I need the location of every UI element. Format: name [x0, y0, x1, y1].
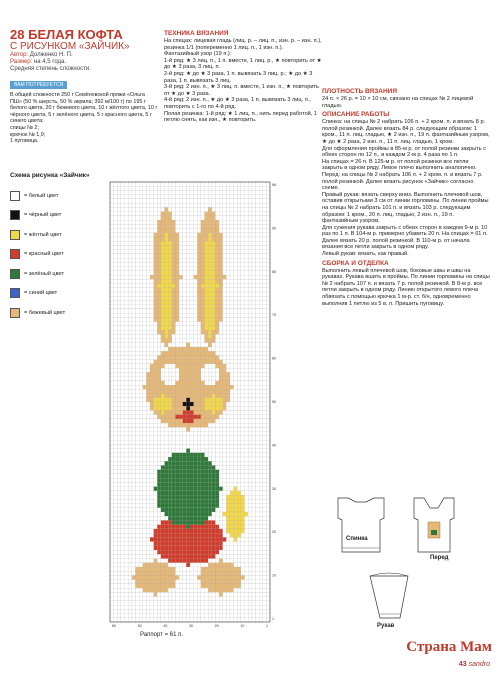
technique-p6: 4-й ряд: 2 изн. п., ★ до ★ 3 раза, 1 п. вывязать 3 лиц. п., повторить с 1-го по 4-й ряд.: [164, 97, 311, 110]
materials-button: 1 пуговица.: [10, 138, 39, 145]
description-p2: Для оформления проймы в 85-м р. от полой резинки закрыть с обеих сторон по 12 п., в каждом 2-м р. 4 раза по 1 п.: [322, 145, 486, 159]
technique-p1: На спицах: лицевая гладь (лиц. р. – лиц. п., изн. р. – изн. п.), резинка 1/1 (попеременно 1 лиц. п., 1 изн. п.).: [164, 38, 322, 51]
row-tick-label: 1: [272, 617, 274, 621]
needs-tag: ВАМ ПОТРЕБУЕТСЯ: [10, 81, 67, 89]
row-tick-label: 30: [272, 486, 276, 491]
description-heading: ОПИСАНИЕ РАБОТЫ: [322, 111, 390, 119]
article-title: [10, 28, 158, 41]
technique-p4: 2-й ряд: ★ до ★ 3 раза, 1 п. вывязать 3 лиц. р.; ★ до ★ 3 раза, 1 п. вывязать 3 лиц.: [164, 70, 313, 84]
description-p6: Для сужения рукава закрыть с обеих сторон в каждом 9-м р. 10 раз по 1 п. В 104-м р. примерно убавить 20 п. На спицах = 61 п. Далее вязать 20 р. полой резинкой. В 110-м р. от начала вязания все петли закрыть в одном ряду.: [322, 224, 488, 251]
description-p3: На спицах = 26 п. В 125-м р. от полой резинки все петли закрыть в одном ряду. Левое плечо выполнить аналогично.: [322, 158, 477, 172]
row-tick-label: 96: [272, 183, 276, 187]
article-subtitle: С РИСУНКОМ «ЗАЙЧИК»: [10, 41, 130, 52]
legend-label: = чёрный цвет: [24, 212, 62, 219]
assembly-text: Выполнить левый плечевой шов, боковые швы и швы на рукавах. Рукава вшить в проймы. По линии горловины на спицы № 2 набрать 107 п. и вязать 7 р. полой резинкой. В 8-м р. все петли закрыть в одном ряду. Линию открытого левого плеча обвязать с помощью крючка 1 м-р. ст. б/н, одновременно выполнив 1 петлю из 5 в. п. Пришить пуговицу.: [322, 267, 490, 307]
row-tick-label: 60: [272, 356, 276, 361]
description-p1: Спинка: на спицы № 2 набрать 106 п. + 2 кром. п. и вязать 8 р. полой резинкой. Далее вязать 84 р. следующим образом: 1 кром., 11 п. лиц. гладью, ★ 2 изн. п., 19 п. фантазийным узором, ★ до ★ 2 раза, 2 изн. п., 11 п. лиц. гладью, 1 кром.: [322, 119, 490, 145]
article-title-text: БЕЛАЯ КОФТА: [28, 27, 123, 42]
page-footer: [459, 661, 490, 668]
author-value: Долженко Н. П.: [29, 52, 73, 58]
pattern-diagrams: [330, 492, 490, 642]
row-tick-label: 40: [272, 443, 276, 448]
rapport-label: Раппорт = 61 п.: [140, 632, 184, 638]
difficulty: Средняя степень сложности.: [10, 66, 91, 72]
technique-p3: 1-й ряд: ★ 3 лиц. п., 1 п. вместе, 1 лиц. р., ★ повторить от ★ до ★ 3 раза, 3 лиц. п.: [164, 57, 322, 71]
description-column: [322, 28, 490, 307]
legend-item: [10, 186, 110, 206]
legend-swatch: [10, 308, 20, 318]
density-heading: ПЛОТНОСТЬ ВЯЗАНИЯ: [322, 88, 397, 95]
author-label: Автор:: [10, 52, 29, 58]
author-line: [10, 52, 158, 59]
legend-swatch: [10, 191, 20, 201]
legend-label: = зелёный цвет: [24, 270, 65, 277]
legend-item: [10, 245, 110, 265]
site-logo: Страна Мам: [406, 639, 492, 655]
technique-p2: Фантазийный узор (19 п.):: [164, 51, 232, 58]
knitting-chart: [104, 178, 289, 630]
legend-swatch: [10, 230, 20, 240]
legend-label: = белый цвет: [24, 192, 59, 199]
chart-cells: [110, 182, 270, 622]
legend-item: [10, 206, 110, 226]
sleeve-pattern: [370, 573, 408, 618]
row-tick-label: 50: [272, 400, 276, 404]
legend-label: = жёлтый цвет: [24, 231, 62, 238]
legend-label: = красный цвет: [24, 251, 64, 258]
size-line: [10, 59, 158, 66]
back-pattern: [338, 498, 384, 552]
col-tick-label: 20: [214, 624, 219, 628]
front-pattern: [414, 498, 454, 552]
col-tick-label: 40: [163, 624, 168, 628]
description-p7: Левый рукав: вязать, как правый.: [322, 251, 409, 258]
sleeve-label: Рукав: [377, 623, 395, 629]
brand: sandro: [468, 661, 490, 668]
legend-item: [10, 264, 110, 284]
row-tick-label: 70: [272, 313, 276, 318]
chart-title: Схема рисунка «Зайчик»: [10, 172, 90, 179]
description-p4: Перед: на спицы № 2 набрать 106 п. + 2 кром. п. и вязать 7 р. полой резинкой. Далее вязать рисунок «Зайчик» согласно схеме.: [322, 171, 483, 192]
col-tick-label: 1: [266, 624, 268, 628]
technique-heading: ТЕХНИКА ВЯЗАНИЯ: [164, 30, 229, 37]
col-tick-label: 50: [137, 624, 142, 628]
legend-item: [10, 303, 110, 323]
row-tick-label: 90: [272, 226, 276, 231]
materials-hook: крючок № 1,9;: [10, 131, 46, 138]
legend-item: [10, 225, 110, 245]
technique-p7: Полая резинка: 1-й ряд: ★ 1 лиц. п., нить перед работой, 1 петлю снять, как изн., ★ повторить.: [164, 110, 318, 124]
legend-swatch: [10, 249, 20, 259]
row-tick-label: 10: [272, 573, 276, 578]
color-legend: [10, 186, 110, 323]
legend-swatch: [10, 269, 20, 279]
size-label: Размер:: [10, 59, 33, 65]
materials-needles: спицы № 2;: [10, 124, 39, 131]
legend-label: = синий цвет: [24, 290, 58, 297]
col-tick-label: 30: [189, 624, 193, 628]
back-label: Спинка: [346, 536, 368, 542]
description-p5: Правый рукав: вязать сверху вниз. Выполнить плечевой шов, оставив открытыми 3 см от линии горловины. По линии проймы на спицы № 2 набрать 101 п. и вязать 103 р. следующим образом: 1 кром., 20 п. лиц. гладью, 2 изн. п., 19 п. фантазийным узором.: [322, 191, 489, 225]
legend-swatch: [10, 288, 20, 298]
col-tick-label: 60: [112, 624, 116, 628]
legend-swatch: [10, 210, 20, 220]
technique-p5: 3-й ряд: 2 изн. п., ★ 3 лиц. п. вместе, 1 изн. п., ★ повторить от ★ до ★ 3 раза.: [164, 84, 319, 97]
row-tick-label: 20: [272, 530, 276, 535]
density-text: 24 п. × 26 р. = 10 × 10 см, связано на спицах № 2 лицевой гладью.: [322, 96, 474, 109]
technique-column: [164, 28, 324, 124]
front-label: Перед: [430, 555, 449, 561]
legend-label: = бежевый цвет: [24, 309, 66, 316]
size-value: на 4,5 года.: [33, 59, 67, 65]
info-panel: [10, 28, 158, 145]
legend-item: [10, 284, 110, 304]
materials-text: В общей сложности 250 г Семёновской пряжи «Ольга ПШ» (50 % шерсть, 50 % акрила; 392 м/100 г) по 195 г белого цвета, 20 г бежевого цвета, 10 г жёлтого цвета, 10 г чёрного цвета, 5 г зелёного цвета, 5 г красного цвета, 5 г синего цвета;: [10, 92, 158, 125]
article-number: 28: [10, 27, 25, 42]
page-number: 43: [458, 661, 467, 668]
col-tick-label: 10: [240, 624, 245, 628]
row-tick-label: 80: [272, 269, 276, 274]
assembly-heading: СБОРКА И ОТДЕЛКА: [322, 259, 389, 267]
